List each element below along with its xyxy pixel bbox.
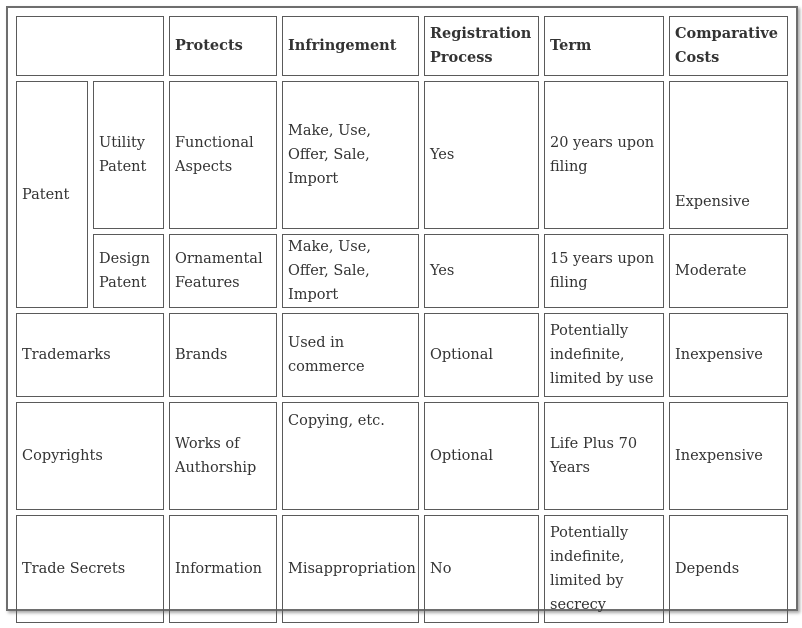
header-term: Term: [544, 16, 664, 76]
row-label-trademarks: Trademarks: [16, 313, 164, 397]
patent-type-utility: Utility Patent: [93, 81, 164, 229]
header-row: [16, 16, 788, 76]
design-registration: Yes: [424, 234, 539, 308]
ip-comparison-table: [11, 11, 793, 628]
utility-protects: Functional Aspects: [169, 81, 277, 229]
design-term: 15 years upon filing: [544, 234, 664, 308]
trade-secrets-registration: No: [424, 515, 539, 623]
header-registration: Registration Process: [424, 16, 539, 76]
trademarks-protects: Brands: [169, 313, 277, 397]
utility-costs: Expensive: [669, 81, 788, 229]
row-label-trade-secrets: Trade Secrets: [16, 515, 164, 623]
header-costs: Comparative Costs: [669, 16, 788, 76]
utility-registration: Yes: [424, 81, 539, 229]
trade-secrets-protects: Information: [169, 515, 277, 623]
table-frame: [6, 6, 798, 611]
design-costs: Moderate: [669, 234, 788, 308]
table-row-copyrights: [16, 402, 788, 510]
patent-type-design: Design Patent: [93, 234, 164, 308]
table-row-trademarks: [16, 313, 788, 397]
design-infringement: Make, Use, Offer, Sale, Import: [282, 234, 419, 308]
design-protects: Ornamental Features: [169, 234, 277, 308]
trademarks-registration: Optional: [424, 313, 539, 397]
copyrights-registration: Optional: [424, 402, 539, 510]
trade-secrets-infringement: Misappropriation: [282, 515, 419, 623]
trademarks-term: Potentially indefinite, limited by use: [544, 313, 664, 397]
header-protects: Protects: [169, 16, 277, 76]
table-row-trade-secrets: [16, 515, 788, 623]
copyrights-costs: Inexpensive: [669, 402, 788, 510]
header-empty-cell: [16, 16, 164, 76]
row-label-patent: Patent: [16, 81, 88, 308]
row-label-copyrights: Copyrights: [16, 402, 164, 510]
copyrights-infringement: Copying, etc.: [282, 402, 419, 510]
utility-term: 20 years upon filing: [544, 81, 664, 229]
copyrights-protects: Works of Authorship: [169, 402, 277, 510]
utility-infringement: Make, Use, Offer, Sale, Import: [282, 81, 419, 229]
trade-secrets-costs: Depends: [669, 515, 788, 623]
table-row-design-patent: [16, 234, 788, 308]
table-row-utility-patent: [16, 81, 788, 229]
copyrights-term: Life Plus 70 Years: [544, 402, 664, 510]
header-infringement: Infringement: [282, 16, 419, 76]
trade-secrets-term: Potentially indefinite, limited by secrecy: [544, 515, 664, 623]
trademarks-infringement: Used in commerce: [282, 313, 419, 397]
trademarks-costs: Inexpensive: [669, 313, 788, 397]
